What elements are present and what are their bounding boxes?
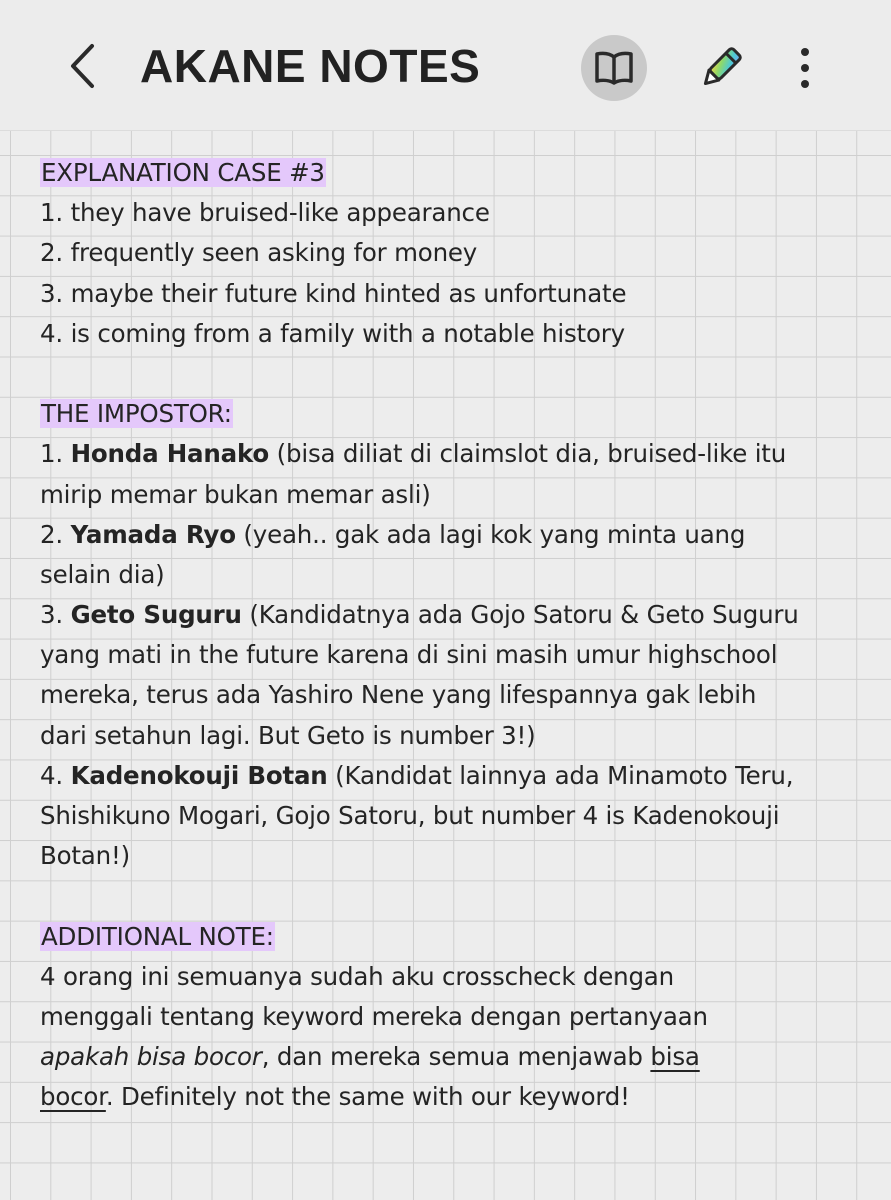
blank-line [40,354,860,394]
impostor-desc-line: dari setahun lagi. But Geto is number 3!) [40,720,536,750]
more-options-button[interactable] [780,35,830,101]
book-icon [594,50,634,86]
note-line: 4 orang ini semuanya sudah aku crosscheck dengan [40,961,674,991]
impostor-desc-line: mirip memar bukan memar asli) [40,479,431,509]
italic-question: apakah bisa bocor [40,1042,262,1072]
impostor-item: 1. Honda Hanako (bisa diliat di claimslot dia, bruised-like itu [40,439,787,469]
app-header [0,0,891,130]
impostor-item: 3. Geto Suguru (Kandidatnya ada Gojo Satoru & Geto Suguru [40,600,799,630]
impostor-desc-line: mereka, terus ada Yashiro Nene yang lifespannya gak lebih [40,680,757,710]
note-line: menggali tentang keyword mereka dengan pertanyaan [40,1001,708,1031]
impostor-desc-line: yang mati in the future karena di sini masih umur highschool [40,640,778,670]
reading-mode-button[interactable] [581,35,647,101]
impostor-name: Geto Suguru [70,600,242,630]
note-content[interactable] [40,153,860,1118]
impostor-name: Yamada Ryo [70,519,236,549]
list-item: 1. they have bruised-like appearance [40,198,490,228]
note-line: bocor. Definitely not the same with our keyword! [40,1082,630,1112]
blank-line [40,876,860,916]
impostor-item: 4. Kadenokouji Botan (Kandidat lainnya ada Minamoto Teru, [40,760,794,790]
section-heading-explanation: EXPLANATION CASE #3 [41,158,325,187]
impostor-desc-line: Botan!) [40,841,130,871]
impostor-item: 2. Yamada Ryo (yeah.. gak ada lagi kok yang minta uang [40,519,746,549]
impostor-name: Kadenokouji Botan [70,760,328,790]
impostor-desc-line: Shishikuno Mogari, Gojo Satoru, but number 4 is Kadenokouji [40,801,780,830]
more-vertical-icon [799,46,811,90]
back-chevron-icon [68,42,98,90]
list-item: 2. frequently seen asking for money [40,238,478,268]
note-line: apakah bisa bocor, dan mereka semua menjawab bisa [40,1042,700,1072]
impostor-desc-line: selain dia) [40,559,165,589]
list-item: 3. maybe their future kind hinted as unfortunate [40,278,627,308]
impostor-name: Honda Hanako [70,439,270,469]
pen-icon [695,42,747,94]
underlined-answer: bocor [40,1082,106,1112]
page-title: AKANE NOTES [140,40,481,92]
pen-button[interactable] [688,35,754,101]
list-item: 4. is coming from a family with a notable history [40,318,625,348]
section-heading-impostor: THE IMPOSTOR: [41,399,232,429]
back-button[interactable] [58,38,108,94]
underlined-answer: bisa [650,1042,700,1072]
section-heading-additional-note: ADDITIONAL NOTE: [41,921,274,951]
